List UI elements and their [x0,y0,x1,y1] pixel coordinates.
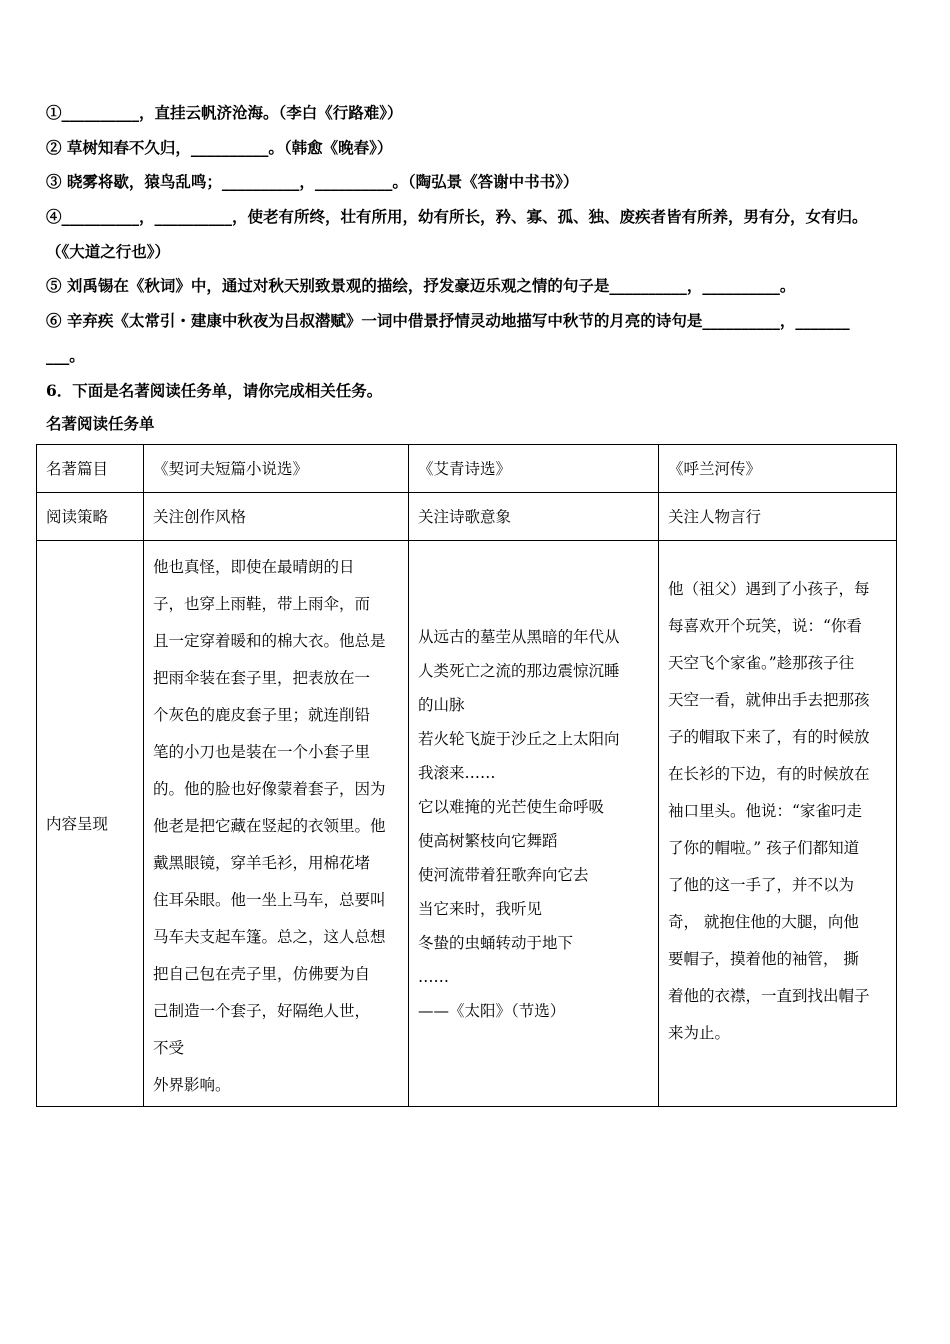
table-cell: 关注创作风格 [144,493,409,541]
excerpt-line: 子的帽取下来了，有的时候放 [668,728,870,746]
poem-line: 冬蛰的虫蛹转动于地下 [418,933,574,952]
excerpt-line: 马车夫支起车篷。总之，这人总想 [153,928,386,946]
question-line-4-source: （《大道之行也》） [46,242,171,261]
table-row [37,493,897,541]
excerpt-line: 要帽子，摸着他的袖管， 撕 [668,950,859,968]
poem-line: 它以难掩的光芒使生命呼吸 [418,797,605,816]
question-line-2: ② 草树知春不久归，__________。（韩愈《晚春》） [46,138,393,157]
excerpt-line: 他（祖父）遇到了小孩子，每 [668,580,870,598]
excerpt-line: 了他的这一手了，并不以为 [668,876,855,894]
excerpt-line: 戴黑眼镜，穿羊毛衫，用棉花堵 [153,854,371,872]
question-line-4: ④__________，__________，使老有所终，壮有所用，幼有所长，矜、寡、孤、独、废疾者皆有所养，男有分，女有归。 [46,207,868,226]
poem-excerpt-cell [409,541,659,1107]
excerpt-line: 外界影响。 [153,1076,231,1094]
excerpt-line: 把自己包在壳子里，仿佛要为自 [153,965,371,983]
poem-line: 若火轮飞旋于沙丘之上太阳向 [418,729,620,748]
excerpt-line: 己制造一个套子，好隔绝人世， [153,1002,371,1020]
poem-line: …… [418,967,449,986]
excerpt-line: 住耳朵眼。他一坐上马车，总要叫 [153,891,386,909]
poem-line: 使高树繁枝向它舞蹈 [418,831,558,850]
excerpt-line: 不受 [153,1039,185,1057]
table-row [37,445,897,493]
question-line-3: ③ 晓雾将歇，猿鸟乱鸣；__________，__________。（陶弘景《答谢中书书》） [46,172,579,191]
excerpt-line: 着他的衣襟，一直到找出帽子 [668,987,870,1005]
chekhov-excerpt-cell [144,541,409,1107]
question-line-1: ①__________，直挂云帆济沧海。（李白《行路难》） [46,103,403,122]
hulan-excerpt-cell [659,541,897,1107]
excerpt-line: 来为止。 [668,1024,731,1042]
table-cell: 关注人物言行 [659,493,897,541]
excerpt-line: 他老是把它藏在竖起的衣领里。他 [153,817,386,835]
excerpt-line: 天空一看，就伸出手去把那孩 [668,691,870,709]
excerpt-line: 且一定穿着暖和的棉大衣。他总是 [153,632,386,650]
task-sheet-title: 名著阅读任务单 [46,414,155,433]
excerpt-line: 子，也穿上雨鞋，带上雨伞，而 [153,595,371,613]
excerpt-line: 了你的帽啦。” 孩子们都知道 [668,839,860,857]
excerpt-line: 天空飞个家雀。”趁那孩子往 [668,654,855,672]
table-cell: 《呼兰河传》 [659,445,897,493]
excerpt-line: 奇， 就抱住他的大腿，向他 [668,913,859,931]
excerpt-line: 的。他的脸也好像蒙着套子，因为 [153,780,386,798]
excerpt-line: 把雨伞装在套子里，把表放在一 [153,669,371,687]
table-row [37,541,897,1107]
excerpt-line: 个灰色的鹿皮套子里；就连削铅 [153,706,371,724]
table-cell: 《艾青诗选》 [409,445,659,493]
poem-line: 当它来时，我听见 [418,899,543,918]
excerpt-line: 笔的小刀也是装在一个小套子里 [153,743,371,761]
reading-task-table [36,444,897,1107]
excerpt-line: 在长衫的下边，有的时候放在 [668,765,870,783]
poem-line: 我滚来…… [418,763,496,782]
table-cell: 内容呈现 [37,541,144,1107]
table-cell: 阅读策略 [37,493,144,541]
table-cell: 名著篇目 [37,445,144,493]
excerpt-line: 他也真怪，即使在最晴朗的日 [153,558,355,576]
question-6-heading: 6．下面是名著阅读任务单，请你完成相关任务。 [46,381,383,400]
question-line-6-cont: ___。 [46,346,85,365]
excerpt-line: 袖口里头。他说：“家雀叼走 [668,802,862,820]
question-line-6: ⑥ 辛弃疾《太常引・建康中秋夜为吕叔潜赋》一词中借景抒情灵动地描写中秋节的月亮的诗句是__________，_______ [46,311,850,330]
poem-line: ——《太阳》（节选） [418,1001,566,1020]
poem-line: 的山脉 [418,695,465,714]
table-cell: 《契诃夫短篇小说选》 [144,445,409,493]
question-line-5: ⑤ 刘禹锡在《秋词》中，通过对秋天别致景观的描绘，抒发豪迈乐观之情的句子是__________，__________。 [46,276,796,295]
poem-line: 使河流带着狂歌奔向它去 [418,865,589,884]
table-cell: 关注诗歌意象 [409,493,659,541]
excerpt-line: 每喜欢开个玩笑，说：“你看 [668,617,862,635]
poem-line: 人类死亡之流的那边震惊沉睡 [418,661,620,680]
poem-line: 从远古的墓茔从黑暗的年代从 [418,627,620,646]
